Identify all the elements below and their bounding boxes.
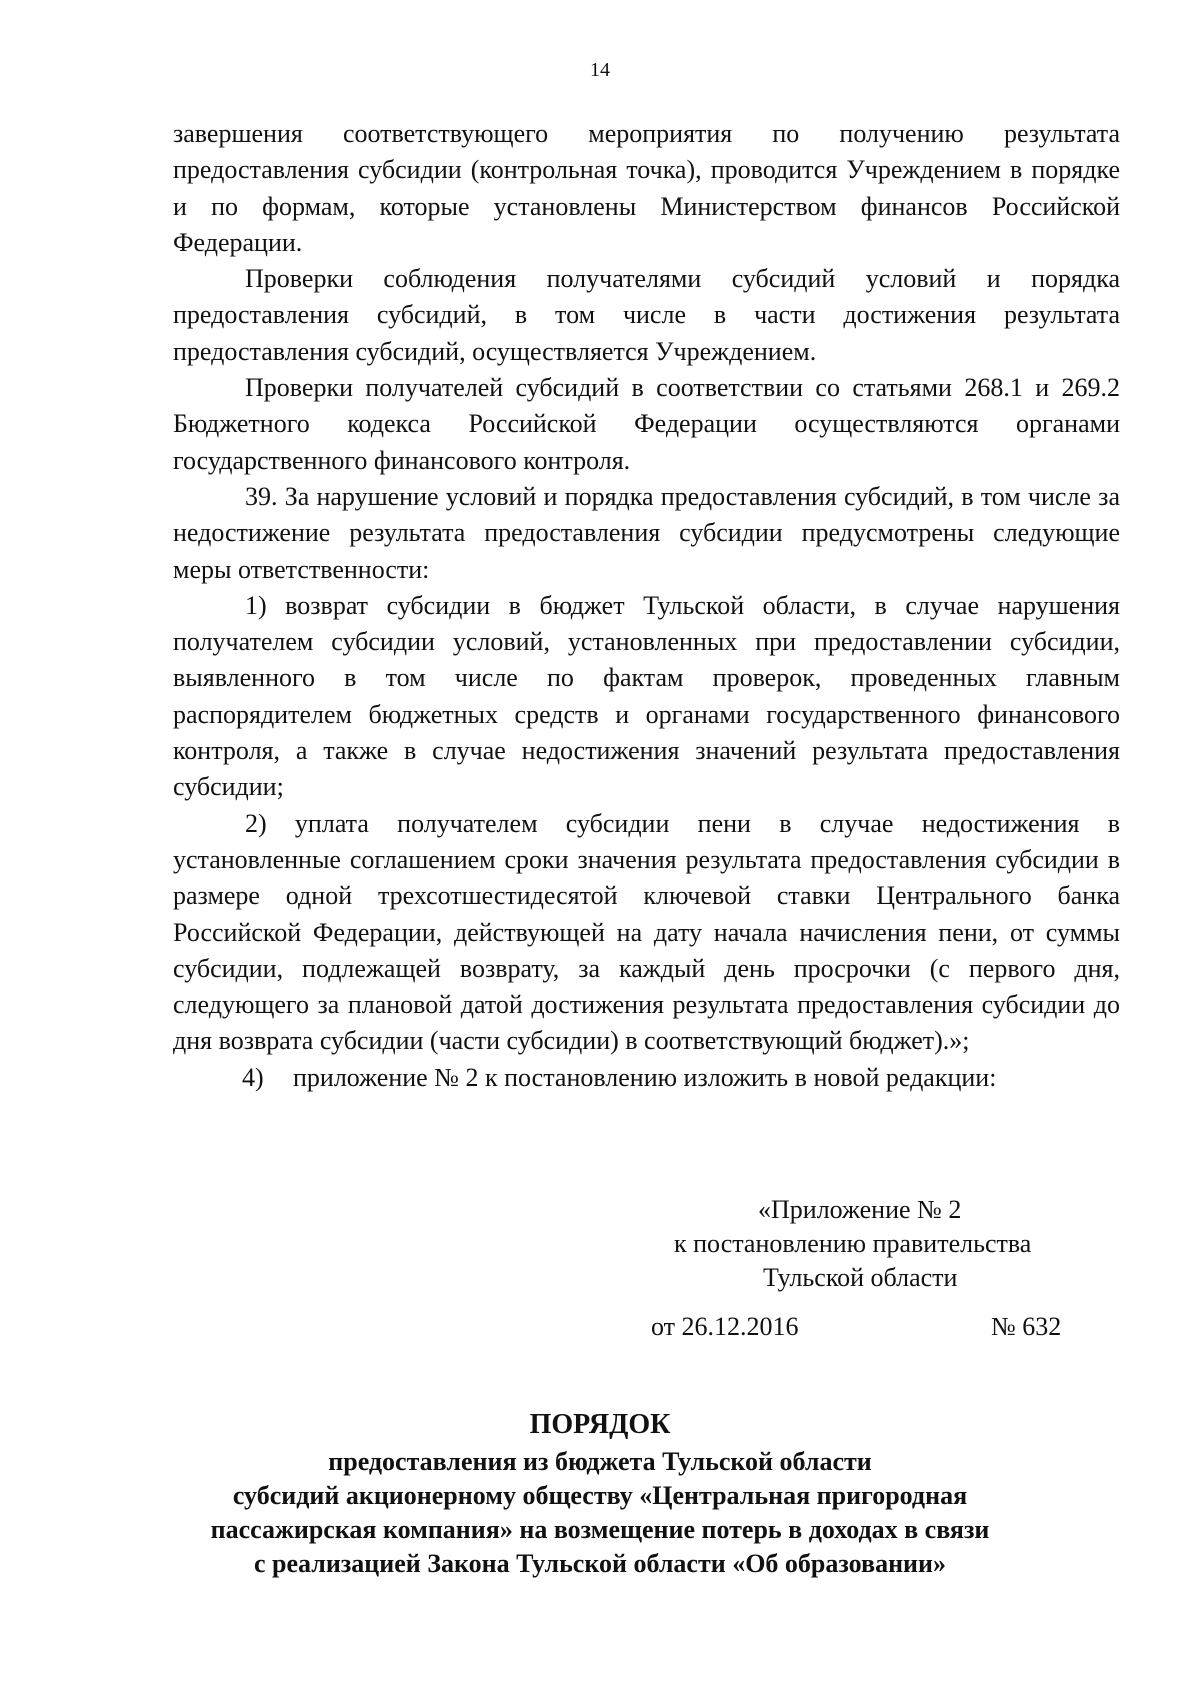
title-line: пассажирская компания» на возмещение потерь в доходах в связи	[210, 1515, 990, 1544]
page-number: 14	[590, 59, 610, 81]
paragraph-financial-control: Проверки получателей субсидий в соответствии со статьями 268.1 и 269.2 Бюджетного кодекса Российской Федерации осуществляются органами государственного финансового контроля.	[173, 373, 1120, 475]
title-line: предоставления из бюджета Тульской области	[328, 1447, 872, 1476]
paragraph-measure-2: 2) уплата получателем субсидии пени в случае недостижения в установленные соглашением сроки значения результата предоставления субсидии в размере одной трехсотшестидесятой ключевой ставки Центрального банка Российской Федерации, действующей на дату начала начисления пени, от суммы субсидии, подлежащей возврату, за каждый день просрочки (с первого дня, следующего за плановой датой достижения результата предоставления субсидии до дня возврата субсидии (части субсидии) в соответствующий бюджет).»;	[173, 808, 1120, 1056]
appendix-region: Тульской области	[763, 1263, 958, 1292]
paragraph-clause-39: 39. За нарушение условий и порядка предоставления субсидий, в том числе за недостижение результата предоставления субсидии предусмотрены следующие меры ответственности:	[173, 481, 1120, 584]
list-item-number: 4)	[242, 1062, 264, 1092]
list-item-text: приложение № 2 к постановлению изложить в новой редакции:	[293, 1062, 997, 1092]
appendix-number: № 632	[991, 1312, 1062, 1341]
paragraph-measure-1: 1) возврат субсидии в бюджет Тульской области, в случае нарушения получателем субсидии условий, установленных при предоставлении субсидии, выявленного в том числе по фактам проверок, проведенных главным распорядителем бюджетных средств и органами государственного финансового контроля, а также в случае недостижения значений результата предоставления субсидии;	[173, 590, 1120, 802]
paragraph-continuation: завершения соответствующего мероприятия по получению результата предоставления субсидии (контрольная точка), проводится Учреждением в порядке и по формам, которые установлены Министерством финансов Российской Федерации.	[173, 119, 1120, 257]
document-body	[173, 116, 1120, 1096]
appendix-date: от 26.12.2016	[651, 1312, 799, 1341]
title-line: субсидий акционерному обществу «Центральная пригородная	[232, 1481, 968, 1510]
title-line: с реализацией Закона Тульской области «Об образовании»	[253, 1549, 947, 1578]
list-item-4	[173, 1060, 1120, 1096]
document-title	[0, 1405, 1200, 1581]
appendix-title: «Приложение № 2	[758, 1195, 962, 1224]
title-heading: ПОРЯДОК	[529, 1409, 671, 1440]
paragraph-inspections: Проверки соблюдения получателями субсидий условий и порядка предоставления субсидий, в том числе в части достижения результата предоставления субсидий, осуществляется Учреждением.	[173, 264, 1120, 366]
appendix-resolution-ref: к постановлению правительства	[674, 1229, 1032, 1258]
